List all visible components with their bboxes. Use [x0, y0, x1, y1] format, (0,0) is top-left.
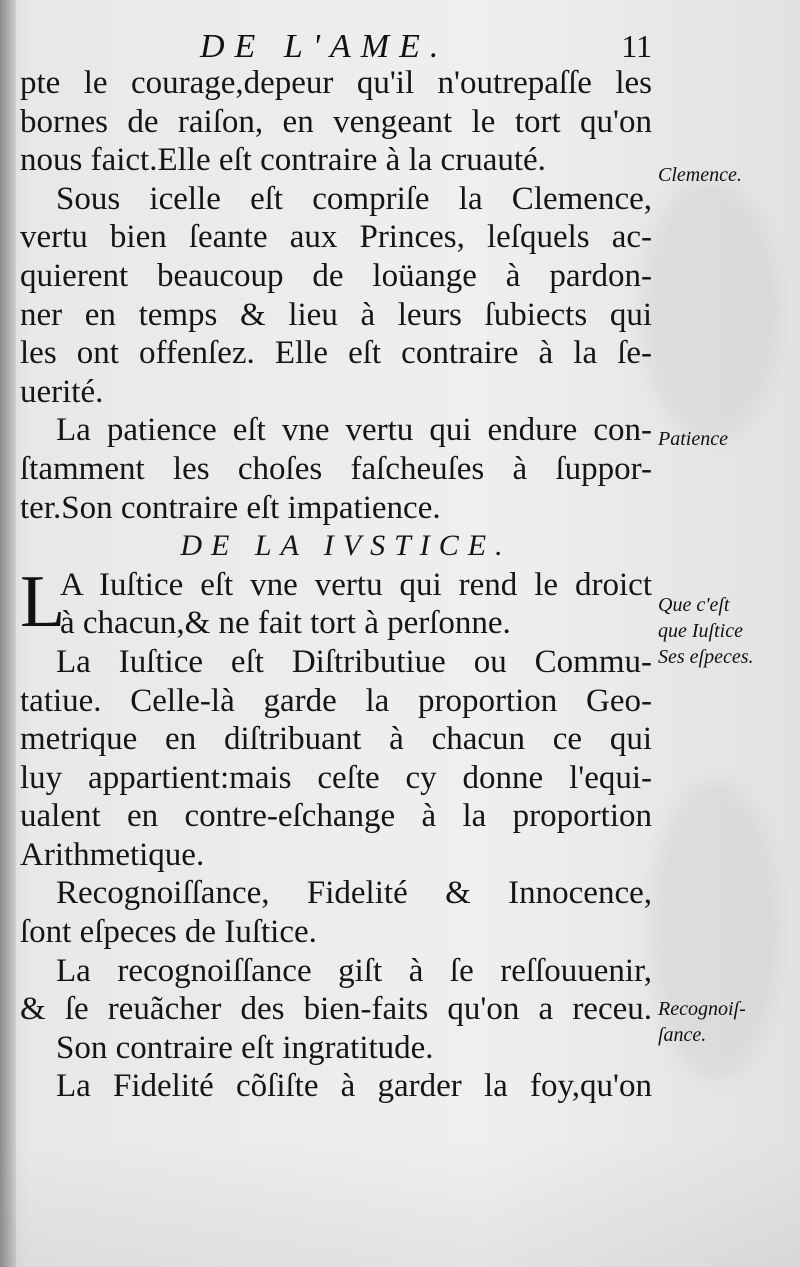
section-heading: DE LA IVSTICE. [180, 529, 512, 563]
text-line: uerité. [20, 373, 104, 410]
margin-note-justice: Que c'eſt [658, 594, 730, 616]
margin-note-recognoissance: ſance. [658, 1024, 707, 1046]
text-line: Arithmetique. [20, 836, 205, 873]
text-line: ſont eſpeces de Iuſtice. [20, 914, 317, 951]
paragraph-start-line: La Iuſtice eſt Diſtributiue ou Commu- [56, 643, 652, 680]
text-line: Son contraire eſt ingratitude. [56, 1029, 434, 1066]
body-text [20, 64, 652, 1106]
drop-cap: L [20, 560, 66, 643]
text-line: A Iuſtice eſt vne vertu qui rend le droict [60, 566, 652, 603]
text-line: nous faict.Elle eſt contraire à la cruauté. [20, 142, 546, 179]
margin-note-clemence: Clemence. [658, 164, 742, 186]
margin-note-especes: Ses eſpeces. [658, 646, 754, 668]
paragraph-start-line: La patience eſt vne vertu qui endure con- [56, 412, 652, 449]
margin-note-justice: que Iuſtice [658, 620, 743, 642]
text-line: vertu bien ſeante aux Princes, leſquels ac- [20, 219, 652, 256]
text-line: ter.Son contraire eſt impatience. [20, 489, 441, 526]
text-line: ner en temps & lieu à leurs ſubiects qui [20, 296, 652, 333]
margin-note-recognoissance: Recognoiſ- [658, 998, 746, 1020]
text-line: quierent beaucoup de loüange à pardon- [20, 257, 652, 294]
margin-note-patience: Patience [658, 428, 728, 450]
paragraph-start-line: La Fidelité cõſiſte à garder la foy,qu'on [56, 1068, 652, 1105]
text-line: tatiue. Celle-là garde la proportion Geo- [20, 682, 652, 719]
dropcap-paragraph [20, 560, 652, 643]
paragraph-start-line: Sous icelle eſt compriſe la Clemence, [56, 180, 652, 217]
page-smudge [640, 180, 780, 440]
page-bottom-shadow [0, 1140, 800, 1267]
paragraph-start-line: La recognoiſſance giſt à ſe reſſouuenir, [56, 952, 652, 989]
text-line: à chacun,& ne fait tort à perſonne. [60, 605, 511, 642]
text-line: & ſe reuãcher des bien-faits qu'on a receu. [20, 991, 652, 1028]
text-line: les ont offenſez. Elle eſt contraire à la ſe- [20, 335, 652, 372]
text-line: luy appartient:mais ceſte cy donne l'equi- [20, 759, 652, 796]
text-line: ſtamment les choſes faſcheuſes à ſuppor- [20, 450, 652, 487]
page-gutter-shadow [0, 0, 16, 1267]
paragraph-start-line: Recognoiſſance, Fidelité & Innocence, [56, 875, 652, 912]
text-line: bornes de raiſon, en vengeant le tort qu'on [20, 103, 652, 140]
text-line: ualent en contre-eſchange à la proportion [20, 798, 652, 835]
text-line: pte le courage,depeur qu'il n'outrepaſſe les [20, 65, 652, 101]
page-number: 11 [621, 28, 652, 64]
text-line: metrique en diſtribuant à chacun ce qui [20, 721, 652, 758]
running-head: DE L'AME. [200, 28, 449, 65]
